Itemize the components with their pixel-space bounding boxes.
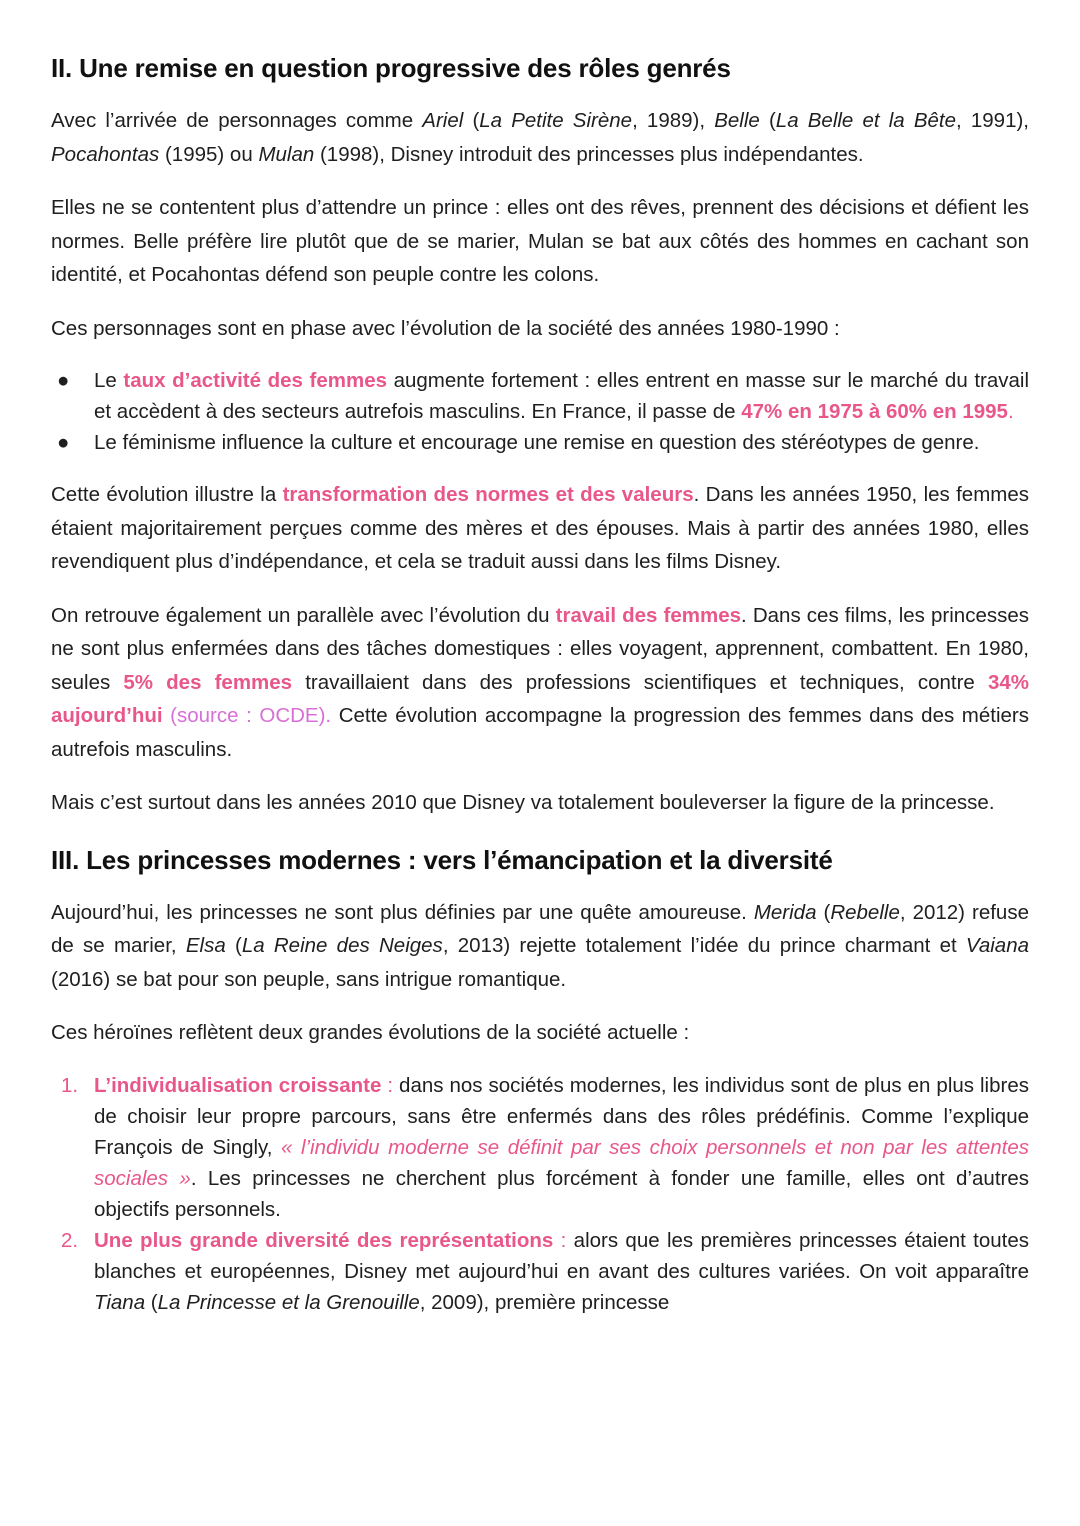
bullet-icon: ● xyxy=(57,431,70,454)
list-item: ● Le féminisme influence la culture et encourage une remise en question des stéréotypes de genre. xyxy=(51,427,1029,458)
s2-paragraph-6: Mais c’est surtout dans les années 2010 que Disney va totalement bouleverser la figure de la princesse. xyxy=(51,791,995,814)
section-2-title: II. Une remise en question progressive des rôles genrés xyxy=(51,53,731,83)
s2-paragraph-5: On retrouve également un parallèle avec l’évolution du travail des femmes. Dans ces films, les princesses ne sont plus enfermées dans des tâches domestiques : elles voyagent, apprennent, combattent. En 1980, seules 5% des femmes travaillaient dans des professions scientifiques et techniques, contre 34% aujourd’hui (source : OCDE). Cette évolution accompagne la progression des femmes dans des métiers autrefois masculins. xyxy=(51,603,1030,761)
bullet-icon: ● xyxy=(57,369,70,392)
list-item: 1. L’individualisation croissante : dans nos sociétés modernes, les individus sont de plus en plus libres de choisir leur propre parcours, sans être enfermés dans des rôles prédéfinis. Comme l’explique François de Singly, « l’individu moderne se définit par ses choix personnels et non par les attentes sociales ». Les princesses ne cherchent plus forcément à fonder une famille, elles ont d’autres objectifs personnels. xyxy=(61,1073,1029,1221)
s2-paragraph-4: Cette évolution illustre la transformation des normes et des valeurs. Dans les années 1950, les femmes étaient majoritairement perçues comme des mères et des épouses. Mais à partir des années 1980, elles revendiquent plus d’indépendance, et cela se traduit aussi dans les films Disney. xyxy=(51,483,1030,573)
list-item: 2. Une plus grande diversité des représentations : alors que les premières princesses étaient toutes blanches et européennes, Disney met aujourd’hui en avant des cultures variées. On voit apparaître Tiana (La Princesse et la Grenouille, 2009), première princesse xyxy=(61,1228,1029,1314)
s2-bullet-list xyxy=(51,365,1029,458)
s3-numbered-list xyxy=(51,1070,1029,1318)
s2-paragraph-1: Avec l’arrivée de personnages comme Ariel (La Petite Sirène, 1989), Belle (La Belle et la Bête, 1991), Pocahontas (1995) ou Mulan (1998), Disney introduit des princesses plus indépendantes. xyxy=(51,109,1029,166)
s2-paragraph-3: Ces personnages sont en phase avec l’évolution de la société des années 1980-1990 : xyxy=(51,316,840,340)
s2-paragraph-2: Elles ne se contentent plus d’attendre un prince : elles ont des rêves, prennent des décisions et défient les normes. Belle préfère lire plutôt que de se marier, Mulan se bat aux côtés des hommes en cachant son identité, et Pocahontas défend son peuple contre les colons. xyxy=(51,196,1029,286)
s3-paragraph-2: Ces héroïnes reflètent deux grandes évolutions de la société actuelle : xyxy=(51,1021,690,1044)
list-item: ● Le taux d’activité des femmes augmente fortement : elles entrent en masse sur le marché du travail et accèdent à des secteurs autrefois masculins. En France, il passe de 47% en 1975 à 60% en 1995. xyxy=(51,365,1029,427)
document-content xyxy=(51,48,1029,1318)
s3-paragraph-1: Aujourd’hui, les princesses ne sont plus définies par une quête amoureuse. Merida (Rebelle, 2012) refuse de se marier, Elsa (La Reine des Neiges, 2013) rejette totalement l’idée du prince charmant et Vaiana (2016) se bat pour son peuple, sans intrigue romantique. xyxy=(51,900,1029,991)
section-3-title: III. Les princesses modernes : vers l’émancipation et la diversité xyxy=(51,844,833,875)
